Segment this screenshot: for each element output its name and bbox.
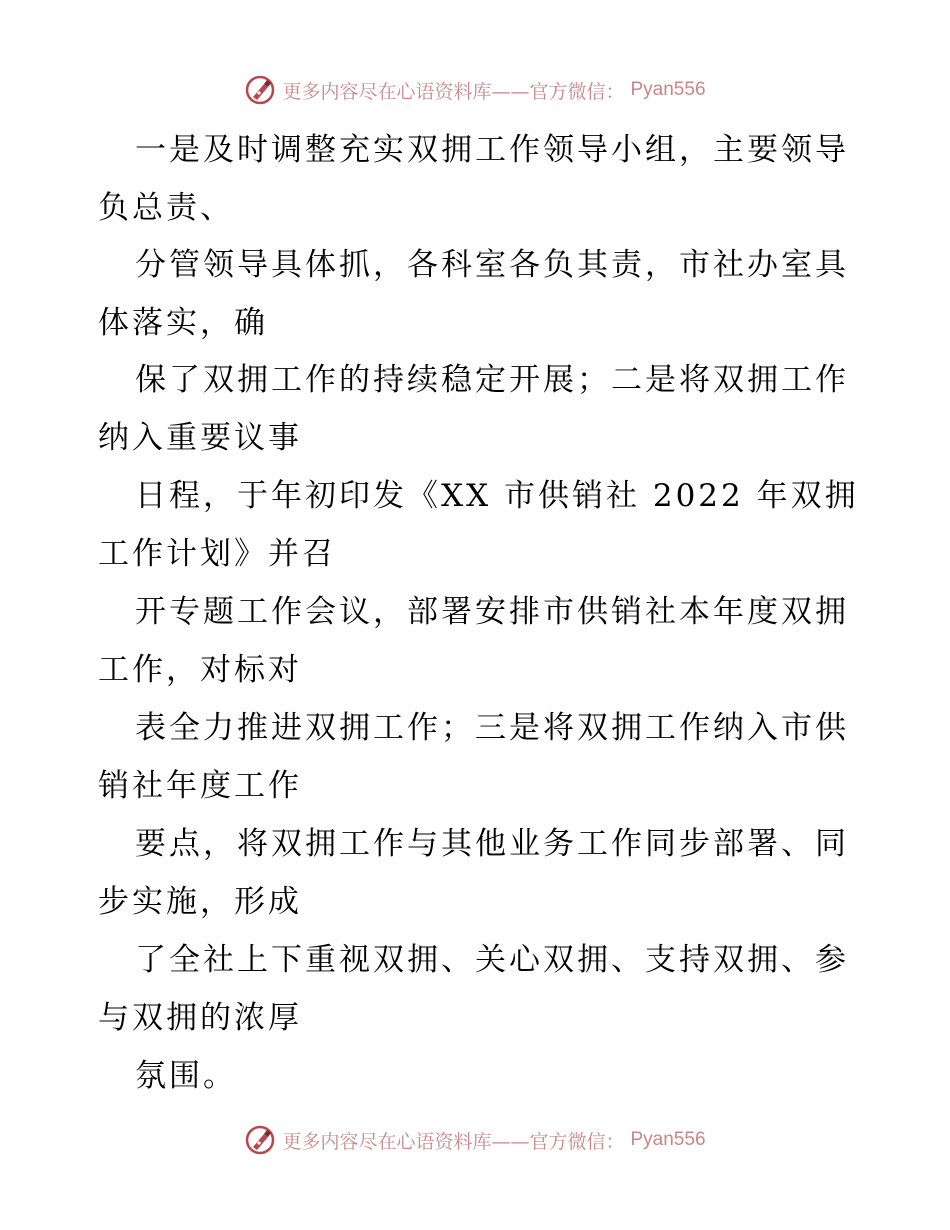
body-line: 保了双拥工作的持续稳定开展；二是将双拥工作 xyxy=(135,362,849,398)
body-line: 工作，对标对 xyxy=(98,652,302,688)
body-line: 步实施，形成 xyxy=(98,884,302,920)
body-line: 要点，将双拥工作与其他业务工作同步部署、同 xyxy=(135,826,849,862)
footer-site-text: 更多内容尽在心语资料库——官方微信： xyxy=(282,1130,625,1153)
footer-wechat-id: Pyan556 xyxy=(630,1129,706,1150)
header-site-text: 更多内容尽在心语资料库——官方微信： xyxy=(282,80,625,103)
body-line: 日程，于年初印发《XX 市供销社 2022 年双拥 xyxy=(135,478,859,514)
body-line: 表全力推进双拥工作；三是将双拥工作纳入市供 xyxy=(135,710,849,746)
pen-nib-logo-icon xyxy=(244,1124,276,1156)
body-line: 开专题工作会议，部署安排市供销社本年度双拥 xyxy=(135,594,849,630)
body-line: 了全社上下重视双拥、关心双拥、支持双拥、参 xyxy=(135,942,849,978)
body-line: 工作计划》并召 xyxy=(98,536,336,572)
body-line: 销社年度工作 xyxy=(98,768,302,804)
pen-nib-logo-icon xyxy=(244,74,276,106)
body-line: 与双拥的浓厚 xyxy=(98,1000,302,1036)
header-banner xyxy=(0,70,950,110)
footer-banner xyxy=(0,1120,950,1160)
body-line: 一是及时调整充实双拥工作领导小组，主要领导 xyxy=(135,132,849,168)
body-line: 分管领导具体抓，各科室各负其责，市社办室具 xyxy=(135,247,849,283)
header-wechat-id: Pyan556 xyxy=(630,79,706,100)
body-line: 氛围。 xyxy=(135,1058,237,1094)
body-line: 负总责、 xyxy=(98,190,234,226)
body-line: 体落实，确 xyxy=(98,305,268,341)
body-line: 纳入重要议事 xyxy=(98,420,302,456)
